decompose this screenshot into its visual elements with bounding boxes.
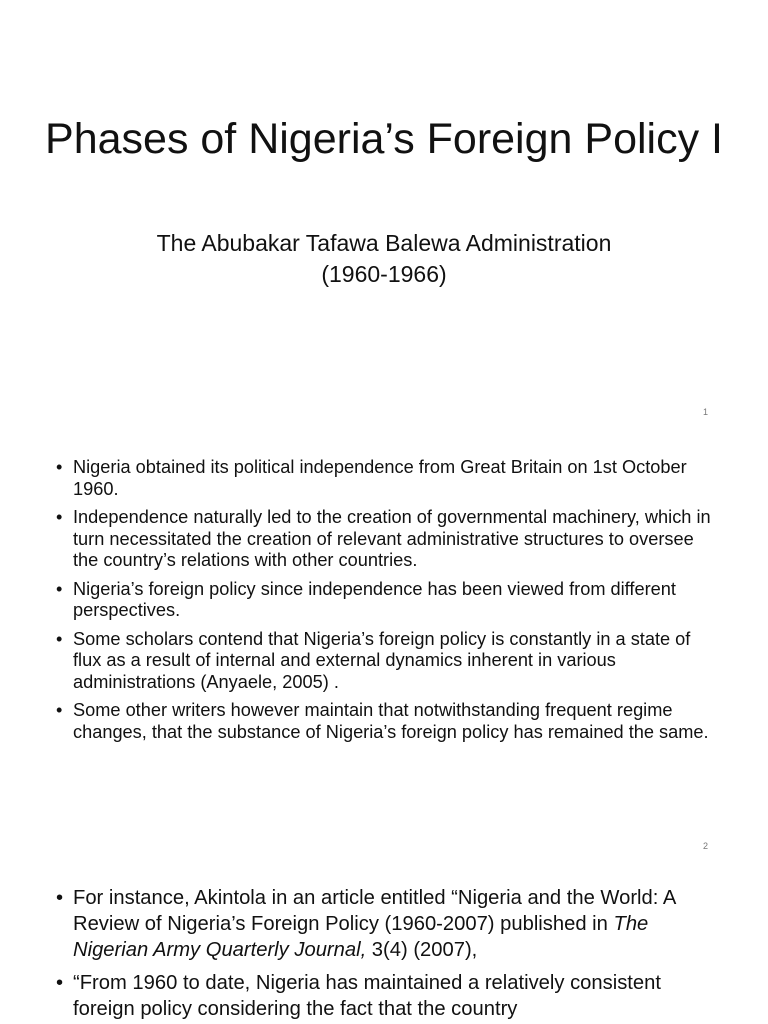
bullet-text-start: For instance, Akintola in an article entitled “Nigeria and the World: A Review of Nigeria’s Foreign Policy (1960-2007) published in (73, 887, 676, 935)
subtitle-line-2: (1960-1966) (321, 261, 447, 287)
bullet-icon: • (56, 700, 63, 720)
bullet-text (73, 887, 675, 961)
bullet-text: Nigeria obtained its political independence from Great Britain on 1st October 1960. (73, 457, 687, 499)
bullet-item (56, 970, 716, 1022)
page-number: 2 (702, 841, 708, 851)
journal-title: The Nigerian Army Quarterly Journal, (73, 913, 649, 961)
bullet-item (56, 700, 716, 743)
bullet-icon: • (56, 457, 63, 477)
slide-2 (0, 430, 768, 862)
bullet-icon: • (56, 628, 63, 649)
bullet-list (56, 885, 716, 1024)
slide-subtitle (0, 228, 768, 290)
bullet-text: Some other writers however maintain that notwithstanding frequent regime changes, that the substance of Nigeria’s foreign policy has remained the same. (73, 700, 709, 742)
bullet-text: “From 1960 to date, Nigeria has maintained a relatively consistent foreign policy considering the fact that the country (73, 972, 661, 1020)
bullet-icon: • (56, 578, 63, 599)
bullet-text: Independence naturally led to the creation of governmental machinery, which in turn necessitated the creation of relevant administrative structures to oversee the country’s relations with other countries. (73, 507, 711, 570)
bullet-item (56, 507, 716, 572)
bullet-text-end: 3(4) (2007), (366, 939, 478, 961)
bullet-text: Nigeria’s foreign policy since independence has been viewed from different perspectives. (73, 578, 676, 620)
bullet-item (56, 579, 716, 622)
bullet-item (56, 629, 716, 694)
bullet-list (56, 457, 716, 750)
subtitle-line-1: The Abubakar Tafawa Balewa Administration (156, 230, 612, 256)
bullet-icon: • (56, 507, 63, 527)
slide-3 (0, 862, 768, 1024)
bullet-item (56, 885, 716, 963)
bullet-icon: • (56, 972, 64, 994)
page-number: 1 (702, 407, 708, 417)
slide-1 (0, 0, 768, 430)
bullet-icon: • (56, 887, 64, 909)
bullet-text: Some scholars contend that Nigeria’s foreign policy is constantly in a state of flux as a result of internal and external dynamics inherent in various administrations (Anyaele, 2005) . (73, 628, 691, 692)
slide-title: Phases of Nigeria’s Foreign Policy I (45, 115, 723, 163)
bullet-item (56, 457, 716, 500)
